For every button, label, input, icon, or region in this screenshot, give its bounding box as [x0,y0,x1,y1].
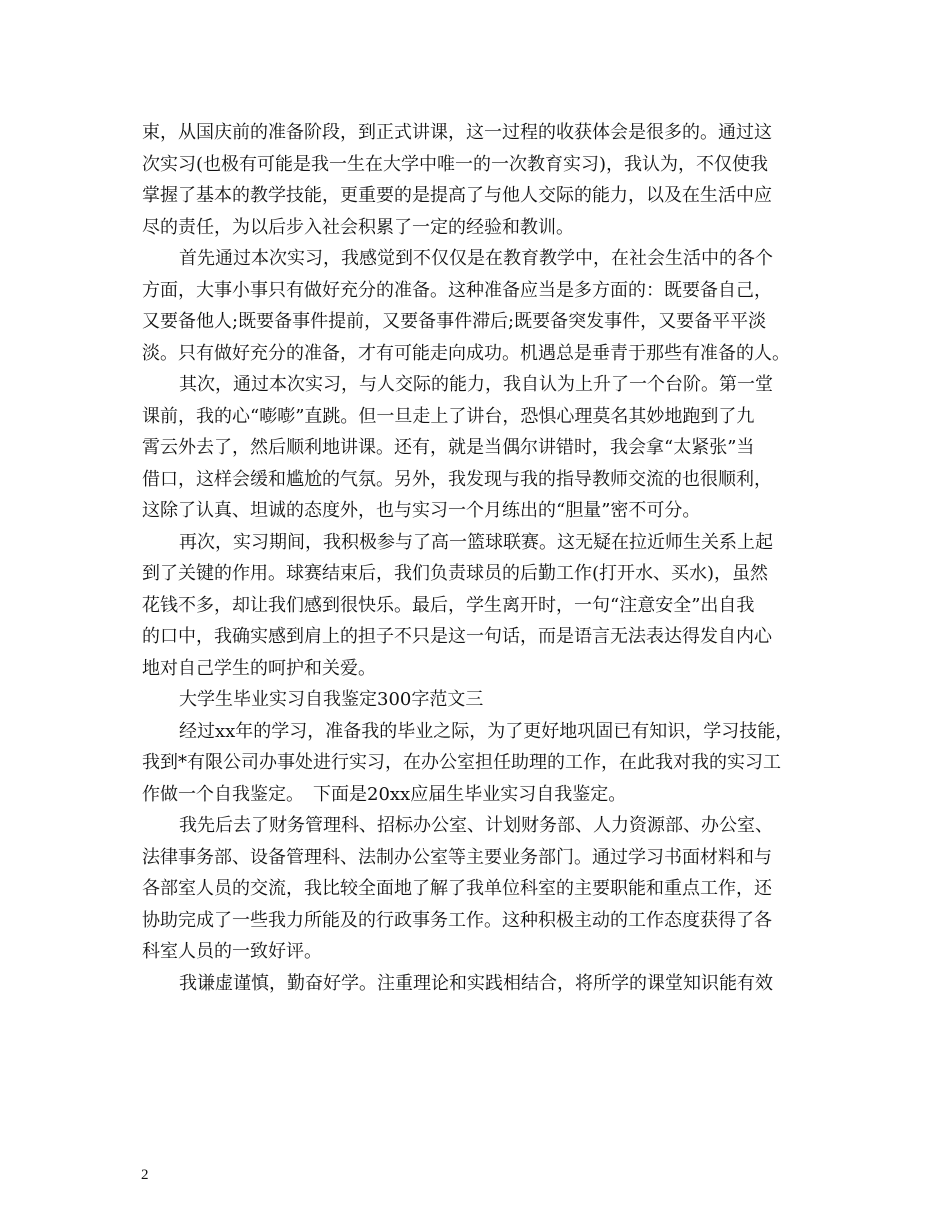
paragraph-line: 法律事务部、设备管理科、法制办公室等主要业务部门。通过学习书面材料和与 [142,846,772,868]
paragraph-first-line: 再次，实习期间，我积极参与了高一篮球联赛。这无疑在拉近师生关系上起 [179,531,773,553]
paragraph-line: 借口，这样会缓和尴尬的气氛。另外，我发现与我的指导教师交流的也很顺利， [142,468,772,490]
paragraph-first-line: 我谦虚谨慎，勤奋好学。注重理论和实践相结合，将所学的课堂知识能有效 [179,972,773,994]
paragraph-line: 我到*有限公司办事处进行实习，在办公室担任助理的工作，在此我对我的实习工 [142,752,781,773]
paragraph-line: 课前，我的心“嘭嘭”直跳。但一旦走上了讲台，恐惧心理莫名其妙地跑到了九 [142,405,755,427]
paragraph-line: 掌握了基本的教学技能，更重要的是提高了与他人交际的能力，以及在生活中应 [142,185,772,206]
paragraph-line: 花钱不多，却让我们感到很快乐。最后，学生离开时，一句“注意安全”出自我 [142,594,755,616]
paragraph-first-line: 大学生毕业实习自我鉴定300字范文三 [179,689,484,710]
paragraph-line: 各部室人员的交流，我比较全面地了解了我单位科室的主要职能和重点工作，还 [142,878,772,899]
paragraph-first-line: 我先后去了财务管理科、招标办公室、计划财务部、人力资源部、办公室、 [179,815,773,836]
paragraph-line: 地对自己学生的呵护和关爱。 [142,657,376,679]
paragraph-line: 又要备他人;既要备事件提前，又要备事件滞后;既要备突发事件，又要备平平淡 [142,311,767,332]
paragraph-line: 尽的责任，为以后步入社会积累了一定的经验和教训。 [142,216,574,238]
paragraph-line: 协助完成了一些我力所能及的行政事务工作。这种积极主动的工作态度获得了各 [142,909,772,931]
paragraph-line: 作做一个自我鉴定。 下面是20xx应届生毕业实习自我鉴定。 [142,783,627,805]
paragraph-line: 淡。只有做好充分的准备，才有可能走向成功。机遇总是垂青于那些有准备的人。 [142,342,790,364]
paragraph-line: 到了关键的作用。球赛结束后，我们负责球员的后勤工作(打开水、买水)，虽然 [142,563,769,584]
document-body [142,117,810,999]
paragraph-line: 束，从国庆前的准备阶段，到正式讲课，这一过程的收获体会是很多的。通过这 [142,122,772,143]
page-number: 2 [141,1167,149,1183]
paragraph-line: 方面，大事小事只有做好充分的准备。这种准备应当是多方面的：既要备自己， [142,279,772,301]
paragraph-line: 次实习(也极有可能是我一生在大学中唯一的一次教育实习)，我认为，不仅使我 [142,153,769,175]
paragraph-first-line: 首先通过本次实习，我感觉到不仅仅是在教育教学中，在社会生活中的各个 [179,248,773,269]
paragraph-first-line: 经过xx年的学习，准备我的毕业之际，为了更好地巩固已有知识，学习技能， [179,720,794,742]
paragraph-first-line: 其次，通过本次实习，与人交际的能力，我自认为上升了一个台阶。第一堂 [179,374,773,395]
paragraph-line: 霄云外去了，然后顺利地讲课。还有，就是当偶尔讲错时，我会拿“太紧张”当 [142,437,755,458]
paragraph-line: 的口中，我确实感到肩上的担子不只是这一句话，而是语言无法表达得发自内心 [142,626,772,647]
paragraph-line: 这除了认真、坦诚的态度外，也与实习一个月练出的“胆量”密不可分。 [142,500,701,521]
paragraph-line: 科室人员的一致好评。 [142,941,322,962]
